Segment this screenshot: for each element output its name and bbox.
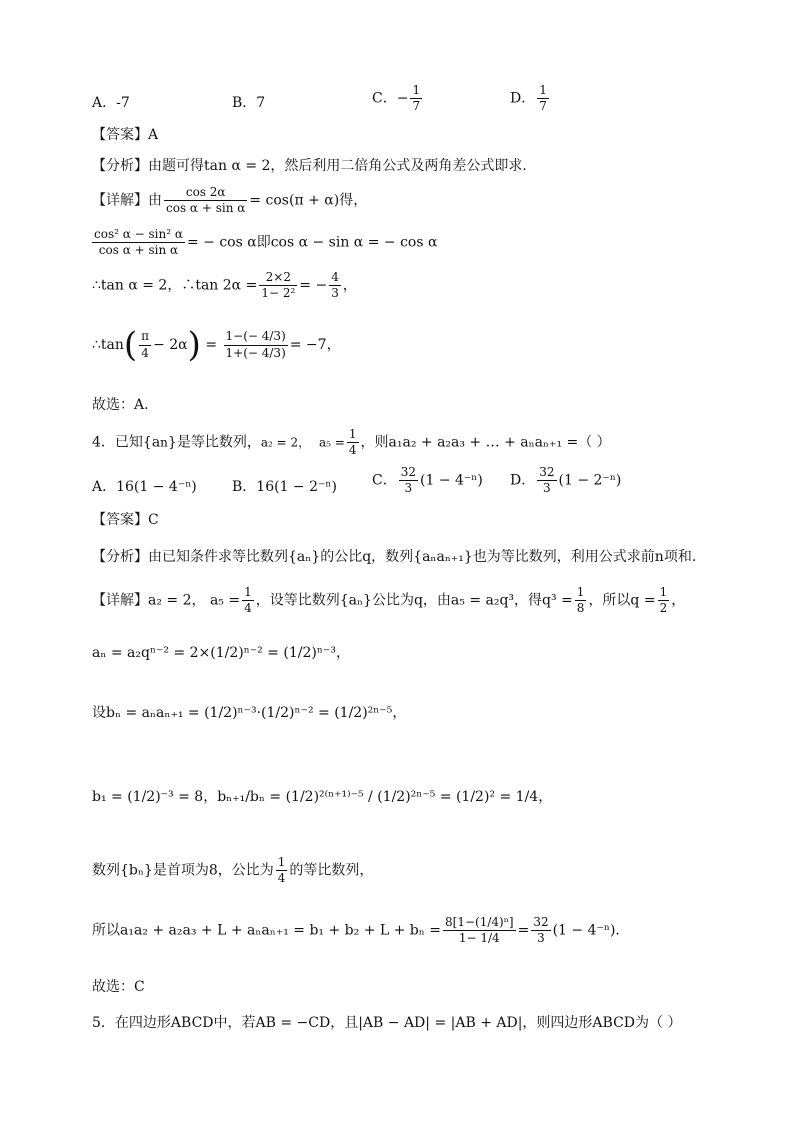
option-prefix: D． bbox=[510, 472, 536, 489]
q3-answer bbox=[92, 128, 158, 142]
detail-fraction bbox=[531, 916, 550, 945]
detail-text: ，设等比数列{aₙ}公比为q，由a₅ = a₂q³，得q³ = bbox=[255, 592, 573, 609]
detail-tag: 【详解】 bbox=[92, 192, 148, 209]
detail-text: ， bbox=[671, 592, 686, 609]
q5-stem: 5．在四边形ABCD中，若AB = −CD，且|AB − AD| = |AB + AD|，则四边形ABCD为（ ） bbox=[92, 1015, 682, 1031]
detail-text: 由 bbox=[148, 192, 162, 209]
q4-analysis bbox=[92, 550, 696, 564]
detail-fraction bbox=[242, 586, 254, 615]
detail-text: − 2α bbox=[153, 337, 188, 353]
stem-text: a₂ = 2， bbox=[260, 435, 311, 450]
detail-fraction bbox=[224, 330, 288, 359]
fraction-denominator: cos α + sin α bbox=[98, 243, 179, 258]
analysis-text: 由已知条件求等比数列{aₙ}的公比q，数列{aₙaₙ₊₁}也为等比数列，利用公式求前n项和. bbox=[148, 549, 697, 565]
fraction-numerator: 1 bbox=[347, 428, 359, 443]
q4-choose: 故选：C bbox=[92, 979, 145, 995]
detail-text: ，所以q = bbox=[588, 592, 656, 609]
fraction-numerator: 1 bbox=[537, 84, 549, 99]
q4-detail-line-5 bbox=[92, 856, 373, 885]
detail-fraction bbox=[575, 586, 587, 615]
q3-option-a: A．-7 bbox=[92, 95, 130, 111]
fraction-denominator: 1− 1/4 bbox=[458, 931, 500, 946]
fraction-denominator: 3 bbox=[543, 481, 551, 496]
stem-fraction bbox=[347, 428, 359, 457]
fraction-numerator: π bbox=[139, 330, 151, 345]
detail-fraction bbox=[276, 856, 288, 885]
q3-detail-line-3 bbox=[92, 271, 357, 300]
detail-fraction bbox=[139, 330, 151, 359]
q3-detail-line-1 bbox=[92, 186, 367, 215]
detail-text: 所以a₁a₂ + a₂a₃ + L + aₙaₙ₊₁ = b₁ + b₂ + L + bₙ = bbox=[92, 922, 442, 939]
q4-detail-line-6 bbox=[92, 916, 629, 945]
q3-option-d-fraction bbox=[537, 84, 549, 113]
stem-text: 4．已知{a bbox=[92, 434, 161, 451]
fraction-denominator: 2 bbox=[659, 601, 668, 616]
stem-text: ，则a₁a₂ + a₂a₃ + … + aₙaₙ₊₁ =（ ） bbox=[360, 434, 611, 451]
fraction-numerator: 32 bbox=[537, 466, 556, 481]
detail-text: 的等比数列， bbox=[289, 862, 374, 879]
fraction-denominator: 3 bbox=[537, 931, 545, 946]
stem-text: }是等比数列， bbox=[167, 434, 261, 451]
answer-tag: 【答案】 bbox=[92, 127, 148, 143]
answer-value: A bbox=[148, 127, 159, 143]
fraction-denominator: 4 bbox=[348, 443, 357, 458]
q4-detail-line-2: aₙ = a₂qⁿ⁻² = 2×(1/2)ⁿ⁻² = (1/2)ⁿ⁻³， bbox=[92, 645, 350, 661]
option-fraction bbox=[399, 466, 418, 495]
option-tail: (1 − 4⁻ⁿ) bbox=[420, 472, 483, 489]
fraction-numerator: 1 bbox=[410, 84, 422, 99]
analysis-text: 由题可得tan α = 2，然后利用二倍角公式及两角差公式即求. bbox=[148, 158, 527, 174]
q3-analysis bbox=[92, 159, 527, 173]
q4-option-a: A．16(1 − 4⁻ⁿ) bbox=[92, 479, 197, 495]
stem-text: a₅ = bbox=[319, 435, 345, 450]
detail-text: ， bbox=[342, 277, 357, 294]
fraction-denominator: 7 bbox=[539, 99, 547, 114]
answer-value: C bbox=[148, 512, 159, 528]
q4-detail-line-3: 设bₙ = aₙaₙ₊₁ = (1/2)ⁿ⁻³·(1/2)ⁿ⁻² = (1/2)²ⁿ⁻⁵， bbox=[92, 705, 407, 721]
fraction-numerator: 1−(− 4/3) bbox=[224, 330, 288, 345]
q4-option-d bbox=[510, 466, 621, 495]
fraction-numerator: 1 bbox=[242, 586, 254, 601]
q4-detail-line-1 bbox=[92, 586, 685, 615]
q4-option-c bbox=[372, 466, 483, 495]
detail-fraction bbox=[92, 228, 185, 257]
detail-fraction bbox=[658, 586, 670, 615]
fraction-denominator: 8 bbox=[576, 601, 585, 616]
detail-fraction bbox=[443, 916, 516, 945]
detail-text: = −7， bbox=[289, 337, 341, 353]
fraction-denominator: 3 bbox=[404, 481, 413, 496]
q4-option-b: B．16(1 − 2⁻ⁿ) bbox=[232, 479, 337, 495]
q3-choose: 故选：A. bbox=[92, 397, 149, 413]
q4-stem: 4．已知{an}是等比数列，a₂ = 2， a₅ = $\frac{1}{4}$ ，则a₁a₂ + a₂a₃ + … + aₙaₙ₊₁ =（ ） bbox=[92, 427, 611, 458]
detail-fraction bbox=[259, 271, 297, 300]
fraction-numerator: 32 bbox=[399, 466, 418, 481]
detail-text: (1 − 4⁻ⁿ)． bbox=[552, 922, 630, 939]
q3-option-b: B．7 bbox=[232, 95, 266, 111]
fraction-denominator: 4 bbox=[141, 345, 149, 360]
option-prefix: C． bbox=[372, 472, 397, 489]
fraction-denominator: 3 bbox=[331, 286, 339, 301]
q3-option-d bbox=[510, 84, 551, 113]
detail-fraction bbox=[329, 271, 341, 300]
option-fraction bbox=[537, 466, 556, 495]
fraction-denominator: cos α + sin α bbox=[166, 201, 246, 216]
detail-tag: 【详解】 bbox=[92, 592, 148, 609]
detail-text: = − cos α即cos α − sin α = − cos α bbox=[186, 234, 438, 251]
fraction-numerator: cos 2α bbox=[164, 186, 247, 201]
q3-option-c bbox=[372, 84, 424, 113]
analysis-tag: 【分析】 bbox=[92, 549, 148, 565]
analysis-tag: 【分析】 bbox=[92, 158, 148, 174]
fraction-denominator: 1+(− 4/3) bbox=[225, 345, 286, 360]
q4-answer bbox=[92, 513, 159, 527]
fraction-numerator: 1 bbox=[276, 856, 288, 871]
fraction-numerator: 1 bbox=[575, 586, 587, 601]
detail-text: a₂ = 2， a₅ = bbox=[148, 592, 241, 609]
q3-option-c-fraction bbox=[410, 84, 422, 113]
detail-text: 数列{bₙ}是首项为8，公比为 bbox=[92, 862, 274, 879]
q3-option-c-prefix: C．− bbox=[372, 90, 409, 107]
fraction-denominator: 7 bbox=[412, 99, 421, 114]
fraction-denominator: 4 bbox=[277, 871, 286, 886]
fraction-numerator: 2×2 bbox=[259, 271, 297, 286]
detail-fraction bbox=[164, 186, 247, 215]
fraction-numerator: 8[1−(1/4)ⁿ] bbox=[443, 916, 516, 931]
fraction-numerator: 4 bbox=[329, 271, 341, 286]
answer-tag: 【答案】 bbox=[92, 512, 148, 528]
detail-text: = − bbox=[299, 277, 328, 294]
fraction-denominator: 4 bbox=[244, 601, 252, 616]
q3-option-d-prefix: D． bbox=[510, 90, 536, 107]
detail-text: = bbox=[517, 922, 530, 939]
q4-detail-line-4: b₁ = (1/2)⁻³ = 8，bₙ₊₁/bₙ = (1/2)²⁽ⁿ⁺¹⁾⁻⁵ / (1/2)²ⁿ⁻⁵ = (1/2)² = 1/4， bbox=[92, 789, 553, 805]
fraction-numerator: 32 bbox=[531, 916, 550, 931]
detail-text: ∴tan bbox=[92, 337, 124, 353]
fraction-numerator: 1 bbox=[658, 586, 670, 601]
option-tail: (1 − 2⁻ⁿ) bbox=[558, 472, 622, 489]
detail-text: = cos(π + α)得， bbox=[249, 192, 368, 209]
q3-detail-line-4: ∴tan( $\frac{\pi}{4}$ − 2α) = $\frac{1-(- 4/3)}{1+(- 4/3)}$ = −7， bbox=[92, 325, 341, 365]
fraction-denominator: 1− 2² bbox=[261, 286, 296, 301]
detail-text: ∴tan α = 2，∴tan 2α = bbox=[92, 277, 258, 294]
q3-detail-line-2 bbox=[92, 228, 437, 257]
fraction-numerator: cos² α − sin² α bbox=[92, 228, 185, 243]
